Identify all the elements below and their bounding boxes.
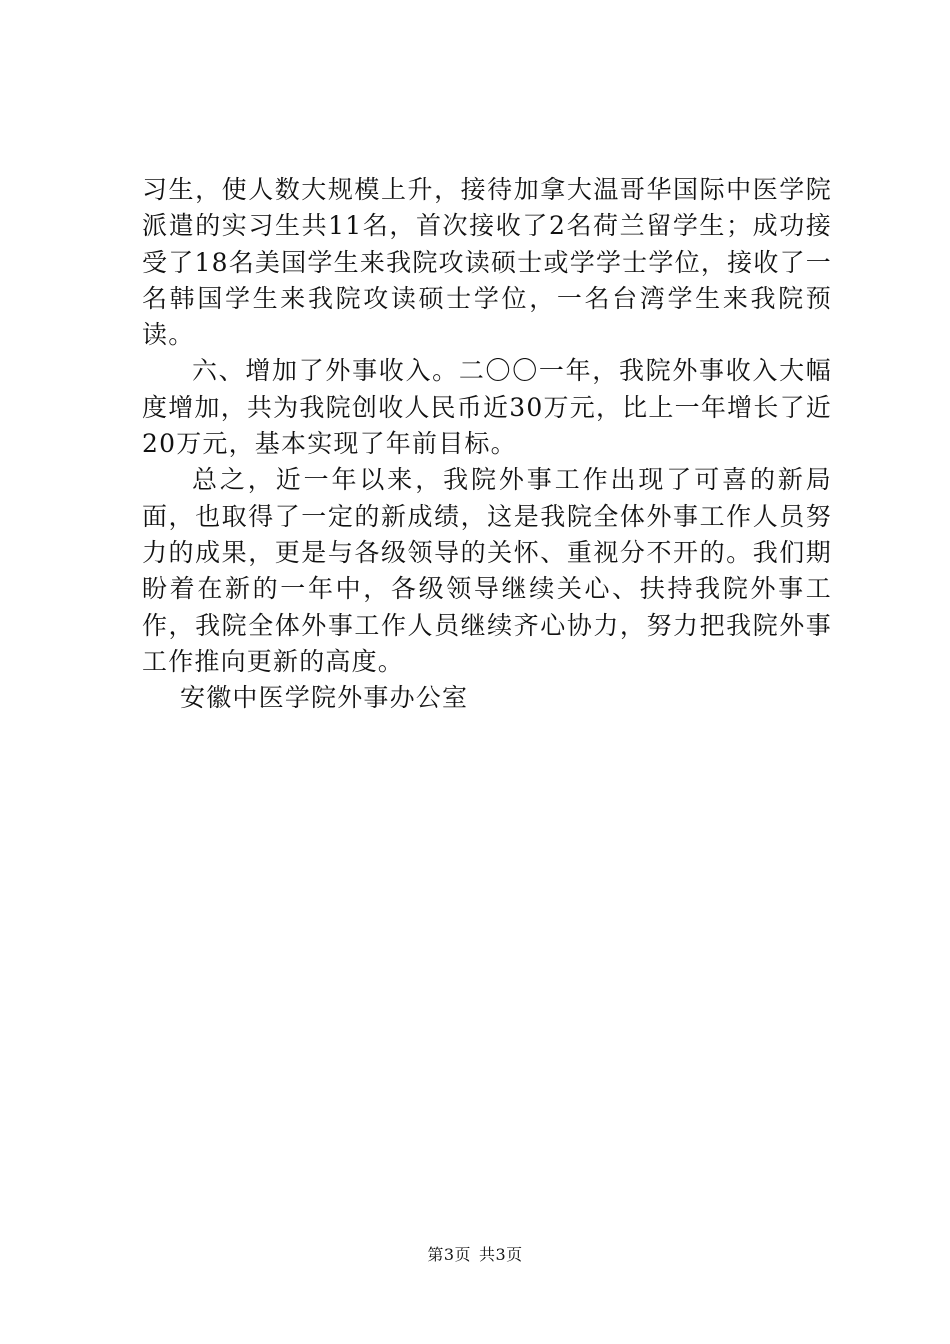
page-number-total: 共3页 xyxy=(479,1245,523,1264)
paragraph-foreign-affairs-income: 六、增加了外事收入。二〇〇一年，我院外事收入大幅度增加，共为我院创收人民币近30万元，比上一年增长了近20万元，基本实现了年前目标。 xyxy=(142,356,832,459)
page-footer xyxy=(0,1242,950,1265)
paragraph-summary: 总之，近一年以来，我院外事工作出现了可喜的新局面，也取得了一定的新成绩，这是我院全体外事工作人员努力的成果，更是与各级领导的关怀、重视分不开的。我们期盼着在新的一年中，各级领导继续关心、扶持我院外事工作，我院全体外事工作人员继续齐心协力，努力把我院外事工作推向更新的高度。 xyxy=(142,465,832,676)
document-body xyxy=(142,172,832,716)
page-number-current: 第3页 xyxy=(427,1245,471,1264)
paragraph-continuation: 习生，使人数大规模上升，接待加拿大温哥华国际中医学院派遣的实习生共11名，首次接收了2名荷兰留学生；成功接受了18名美国学生来我院攻读硕士或学学士学位，接收了一名韩国学生来我院攻读硕士学位，一名台湾学生来我院预读。 xyxy=(142,175,832,350)
signature-office: 安徽中医学院外事办公室 xyxy=(180,683,469,713)
